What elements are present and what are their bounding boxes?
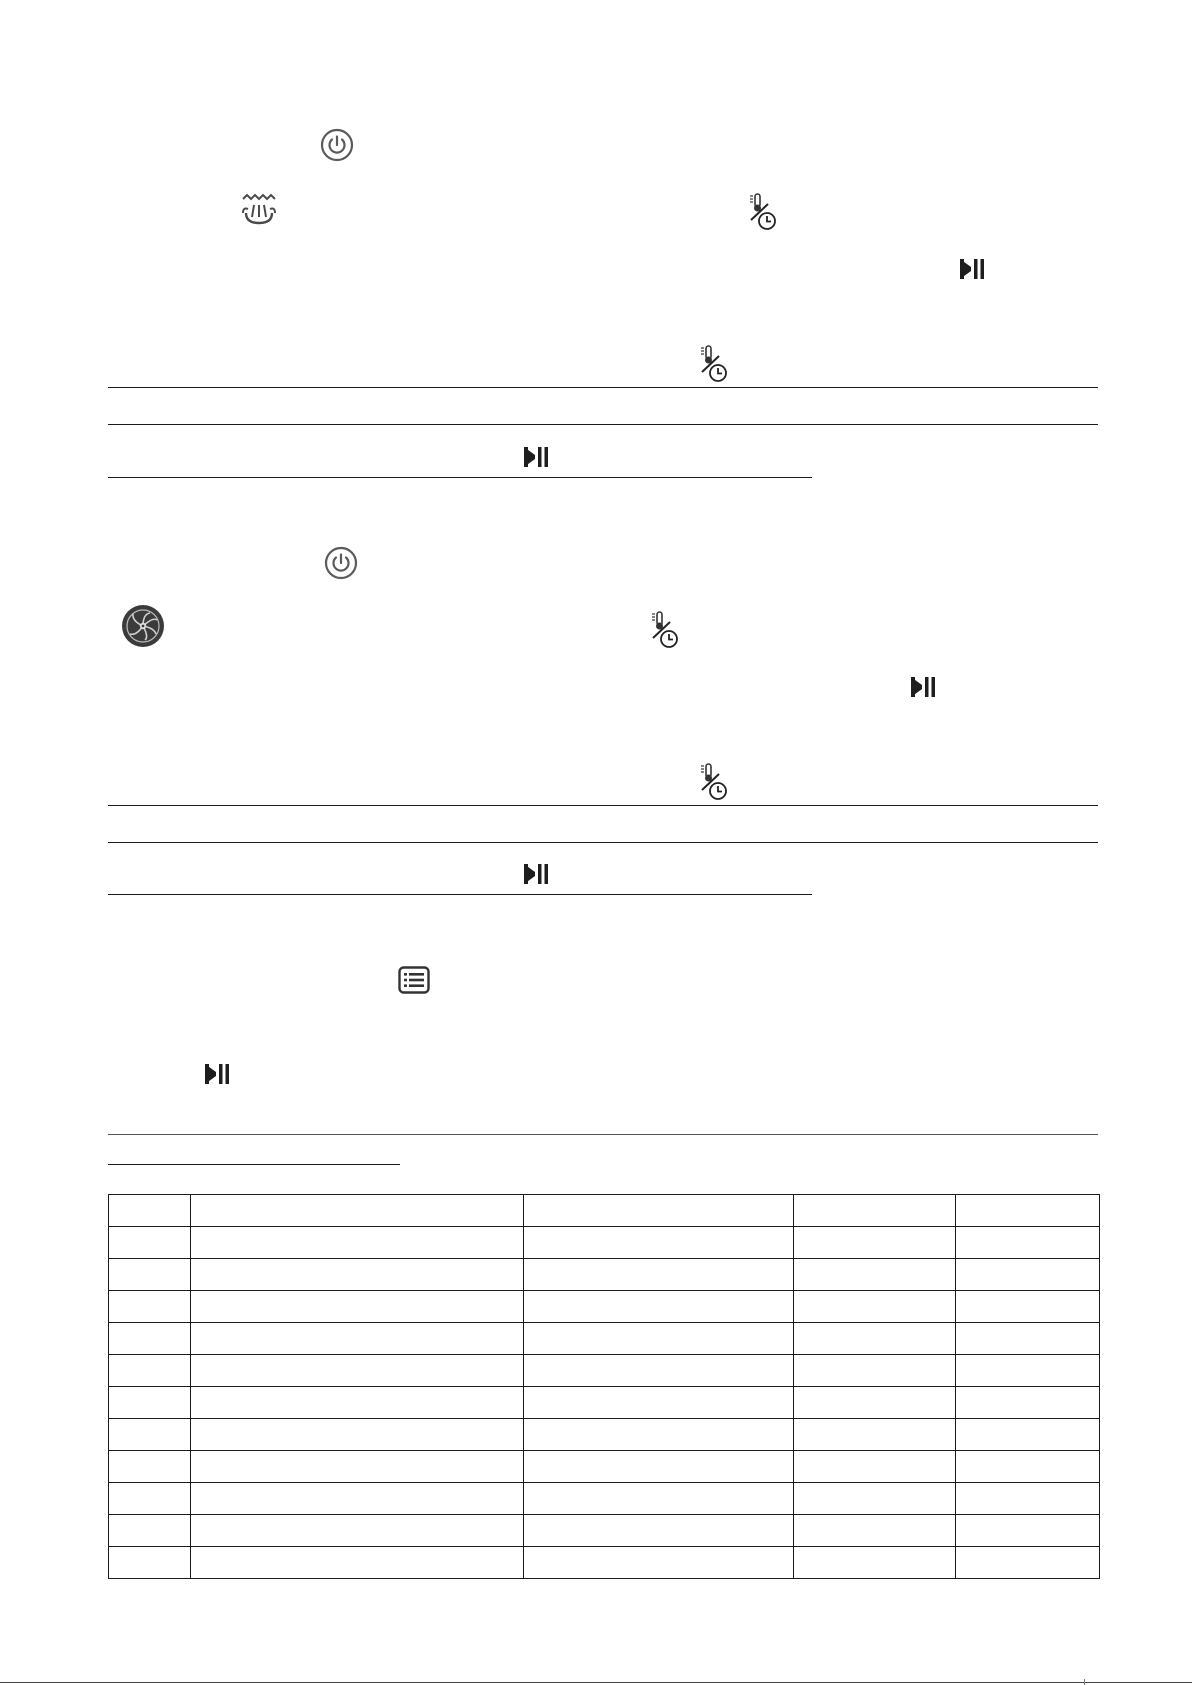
program-table: [108, 1194, 1100, 1579]
table-cell: [794, 1227, 956, 1259]
play-pause-icon: [522, 862, 550, 886]
table-cell: [794, 1515, 956, 1547]
table-cell: [109, 1195, 191, 1227]
table-cell: [109, 1451, 191, 1483]
fan-heat-icon: [121, 604, 165, 648]
table-cell: [956, 1547, 1100, 1579]
table-cell: [956, 1419, 1100, 1451]
table-row: [109, 1515, 1100, 1547]
table-cell: [794, 1195, 956, 1227]
table-cell: [794, 1483, 956, 1515]
play-pause-icon: [522, 445, 550, 469]
play-pause-icon: [909, 675, 937, 699]
temperature-timer-icon: [650, 610, 680, 650]
table-cell: [956, 1451, 1100, 1483]
divider-line: [108, 424, 1098, 425]
table-cell: [109, 1515, 191, 1547]
temperature-timer-icon: [699, 762, 729, 802]
table-cell: [794, 1259, 956, 1291]
table-cell: [956, 1323, 1100, 1355]
table-row: [109, 1291, 1100, 1323]
table-cell: [956, 1483, 1100, 1515]
power-icon: [324, 546, 358, 580]
table-cell: [794, 1355, 956, 1387]
table-cell: [956, 1515, 1100, 1547]
menu-list-icon: [398, 966, 430, 994]
temperature-timer-icon: [748, 192, 778, 232]
divider-line: [108, 387, 1098, 388]
table-cell: [191, 1451, 524, 1483]
table-cell: [956, 1291, 1100, 1323]
table-row: [109, 1451, 1100, 1483]
table-cell: [794, 1323, 956, 1355]
table-cell: [109, 1259, 191, 1291]
table-cell: [109, 1355, 191, 1387]
table-cell: [191, 1483, 524, 1515]
table-cell: [524, 1515, 794, 1547]
table-cell: [524, 1451, 794, 1483]
table-cell: [794, 1387, 956, 1419]
table-cell: [191, 1355, 524, 1387]
table-row: [109, 1483, 1100, 1515]
table-cell: [191, 1323, 524, 1355]
table-cell: [109, 1547, 191, 1579]
table-row: [109, 1419, 1100, 1451]
play-pause-icon: [958, 257, 986, 281]
table-cell: [524, 1483, 794, 1515]
divider-line: [108, 842, 1098, 843]
table-cell: [191, 1227, 524, 1259]
table-cell: [956, 1259, 1100, 1291]
table-cell: [191, 1291, 524, 1323]
table-cell: [794, 1291, 956, 1323]
temperature-timer-icon: [699, 344, 729, 384]
table-cell: [524, 1355, 794, 1387]
table-cell: [191, 1419, 524, 1451]
table-cell: [191, 1259, 524, 1291]
table-cell: [524, 1387, 794, 1419]
table-cell: [109, 1483, 191, 1515]
table-cell: [191, 1547, 524, 1579]
table-row: [109, 1547, 1100, 1579]
table-cell: [524, 1195, 794, 1227]
table-row: [109, 1355, 1100, 1387]
divider-line: [108, 477, 812, 478]
table-cell: [794, 1547, 956, 1579]
page-bottom-line: [0, 1682, 1192, 1683]
table-row: [109, 1323, 1100, 1355]
table-cell: [109, 1227, 191, 1259]
heading-underline: [108, 1164, 400, 1165]
play-pause-icon: [203, 1062, 231, 1086]
table-cell: [109, 1323, 191, 1355]
table-cell: [956, 1387, 1100, 1419]
table-cell: [956, 1227, 1100, 1259]
table-row: [109, 1227, 1100, 1259]
power-icon: [320, 128, 354, 162]
table-row: [109, 1195, 1100, 1227]
table-cell: [794, 1419, 956, 1451]
table-cell: [956, 1355, 1100, 1387]
table-cell: [794, 1451, 956, 1483]
table-cell: [524, 1227, 794, 1259]
steam-icon: [240, 193, 278, 227]
table-cell: [524, 1547, 794, 1579]
table-cell: [109, 1419, 191, 1451]
table-cell: [109, 1387, 191, 1419]
table-cell: [524, 1419, 794, 1451]
table-row: [109, 1259, 1100, 1291]
table-cell: [524, 1291, 794, 1323]
table-cell: [191, 1195, 524, 1227]
table-cell: [956, 1195, 1100, 1227]
page-edge-mark: [1084, 1679, 1085, 1685]
table-cell: [524, 1323, 794, 1355]
divider-line: [108, 1134, 1098, 1135]
table-cell: [109, 1291, 191, 1323]
divider-line: [108, 894, 812, 895]
table-cell: [191, 1387, 524, 1419]
table-cell: [524, 1259, 794, 1291]
divider-line: [108, 805, 1098, 806]
table-cell: [191, 1515, 524, 1547]
table-row: [109, 1387, 1100, 1419]
